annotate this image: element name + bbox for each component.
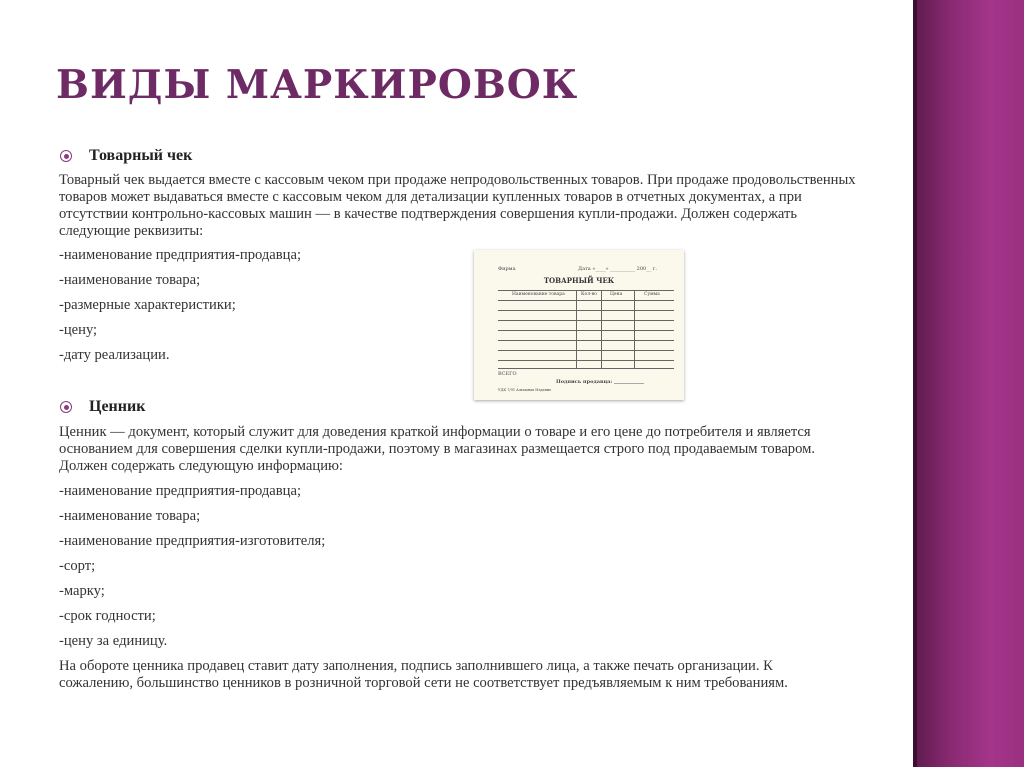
receipt-firm-label: Фирма xyxy=(498,266,516,272)
list-item: -цену; xyxy=(59,322,98,338)
receipt-rule xyxy=(498,300,674,301)
receipt-rule xyxy=(498,320,674,321)
section-heading: Товарный чек xyxy=(89,147,193,164)
decorative-side-band xyxy=(913,0,1024,767)
receipt-form-image xyxy=(474,250,684,400)
receipt-col-qty: Кол-во xyxy=(581,292,597,297)
list-item: -сорт; xyxy=(59,558,96,574)
section-receipt-heading-row xyxy=(60,147,192,165)
receipt-column-divider xyxy=(634,290,635,368)
list-item: -цену за единицу. xyxy=(59,633,168,649)
receipt-column-divider xyxy=(601,290,602,368)
requisites-list xyxy=(59,247,301,372)
section-pricetag-heading-row xyxy=(60,398,145,416)
section-text: Ценник — документ, который служит для доведения краткой информации о товаре и его цене до потребителя и является основанием для совершения сделки купли-продажи, поэтому в магазинах размещается строго под продаваемым товаром. Должен содержать следующую информацию: xyxy=(59,424,816,474)
bullet-icon xyxy=(60,401,72,413)
receipt-signature-label: Подпись продавца: ____________ xyxy=(556,379,644,385)
receipt-column-divider xyxy=(576,290,577,368)
bullet-icon xyxy=(60,150,72,162)
slide-title: ВИДЫ МАРКИРОВОК xyxy=(56,62,579,108)
receipt-rule xyxy=(498,350,674,351)
list-item: -наименование предприятия-продавца; xyxy=(59,483,302,499)
receipt-rule xyxy=(498,340,674,341)
closing-text: На обороте ценника продавец ставит дату заполнения, подпись заполнившего лица, а также печать организации. К сожалению, большинство ценников в розничной торговой сети не соответствует предъявляемым к ним требованиям. xyxy=(59,658,788,691)
receipt-rule xyxy=(498,290,674,291)
receipt-title: ТОВАРНЫЙ ЧЕК xyxy=(543,276,615,285)
list-item: -наименование товара; xyxy=(59,508,201,524)
section-heading: Ценник xyxy=(89,398,146,415)
receipt-total-label: ВСЕГО xyxy=(498,371,517,377)
section-text: Товарный чек выдается вместе с кассовым чеком при продаже непродовольственных товаров. При продаже продовольственных товаров может выдаваться вместе с кассовым чеком для детализации купленных товаров в отчетных документах, а при отсутствии контрольно-кассовых машин — в качестве подтверждения совершения купли-продажи. Должен содержать следующие реквизиты: xyxy=(59,172,856,239)
receipt-col-name: Наименование товара xyxy=(512,292,565,297)
list-item: -наименование товара; xyxy=(59,272,201,288)
list-item: -марку; xyxy=(59,583,105,599)
side-band-edge xyxy=(913,0,917,767)
receipt-rule xyxy=(498,330,674,331)
list-item: -срок годности; xyxy=(59,608,156,624)
list-item: -размерные характеристики; xyxy=(59,297,236,313)
list-item: -дату реализации. xyxy=(59,347,170,363)
receipt-col-sum: Сумма xyxy=(644,292,660,297)
list-item: -наименование предприятия-продавца; xyxy=(59,247,302,263)
receipt-rule xyxy=(498,310,674,311)
receipt-footnote: УДК 7/91 Альманах Издание xyxy=(498,388,552,392)
pricetag-info-list xyxy=(59,483,325,658)
receipt-col-price: Цена xyxy=(610,292,623,297)
receipt-rule xyxy=(498,360,674,361)
receipt-rule xyxy=(498,368,674,369)
list-item: -наименование предприятия-изготовителя; xyxy=(59,533,326,549)
receipt-date-label: Дата «____» __________ 200__ г. xyxy=(578,266,658,272)
